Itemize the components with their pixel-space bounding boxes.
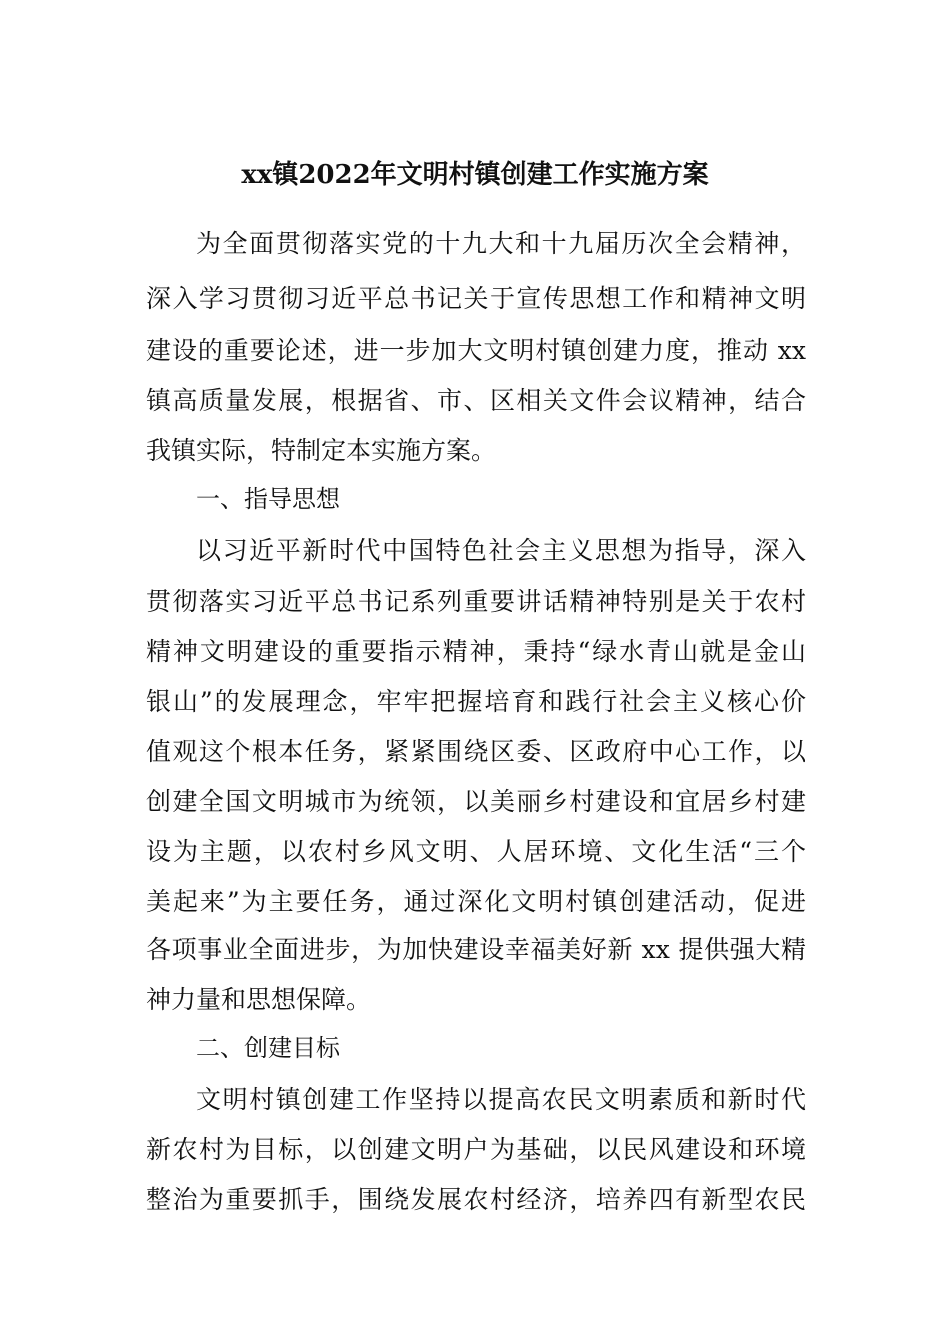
section2-line-3: 整治为重要抓手，围绕发展农村经济，培养四有新型农民 (146, 1185, 806, 1214)
section-heading-guiding-ideology: 一、指导思想 (196, 485, 340, 513)
intro-line-5: 我镇实际，特制定本实施方案。 (146, 436, 497, 465)
document-title: xx镇2022年文明村镇创建工作实施方案 (241, 160, 709, 190)
section2-line-1: 文明村镇创建工作坚持以提高农民文明素质和新时代 (196, 1085, 806, 1114)
section1-line-8: 美起来”为主要任务，通过深化文明村镇创建活动，促进 (146, 887, 806, 916)
intro-line-1: 为全面贯彻落实党的十九大和十九届历次全会精神， (196, 229, 806, 258)
section-heading-creation-goals: 二、创建目标 (196, 1034, 340, 1062)
section1-line-6: 创建全国文明城市为统领，以美丽乡村建设和宜居乡村建 (146, 787, 806, 816)
section1-line-1: 以习近平新时代中国特色社会主义思想为指导，深入 (196, 536, 806, 565)
section1-line-9: 各项事业全面进步，为加快建设幸福美好新 xx 提供强大精 (146, 935, 806, 964)
intro-line-4: 镇高质量发展，根据省、市、区相关文件会议精神，结合 (146, 386, 806, 415)
section1-line-4: 银山”的发展理念，牢牢把握培育和践行社会主义核心价 (146, 687, 806, 716)
section1-line-7: 设为主题，以农村乡风文明、人居环境、文化生活“三个 (146, 837, 806, 866)
section1-line-5: 值观这个根本任务，紧紧围绕区委、区政府中心工作，以 (146, 737, 806, 766)
intro-line-3: 建设的重要论述，进一步加大文明村镇创建力度，推动 xx (146, 336, 806, 365)
section1-line-10: 神力量和思想保障。 (146, 985, 372, 1014)
section2-line-2: 新农村为目标，以创建文明户为基础，以民风建设和环境 (146, 1135, 806, 1164)
intro-line-2: 深入学习贯彻习近平总书记关于宣传思想工作和精神文明 (146, 284, 806, 313)
section1-line-3: 精神文明建设的重要指示精神，秉持“绿水青山就是金山 (146, 637, 806, 666)
section1-line-2: 贯彻落实习近平总书记系列重要讲话精神特别是关于农村 (146, 587, 806, 616)
